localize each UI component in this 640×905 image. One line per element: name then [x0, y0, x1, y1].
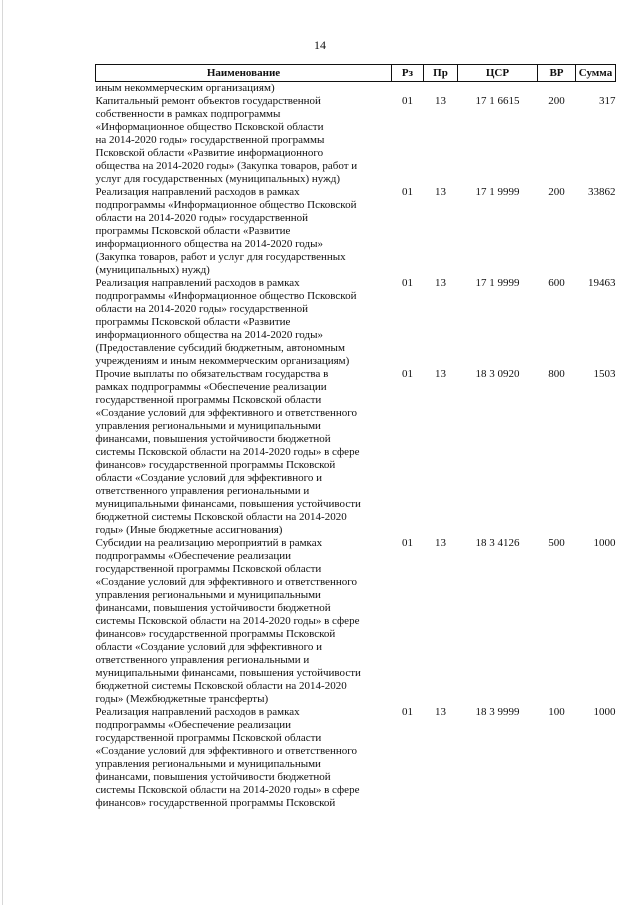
table-row: [96, 95, 616, 186]
row-pr: 13: [435, 95, 446, 107]
row-vr: 800: [548, 368, 565, 380]
header-vr: ВР: [538, 65, 576, 82]
row-csr: 18 3 0920: [475, 368, 520, 380]
row-pr: [424, 82, 458, 96]
row-csr: 17 1 6615: [475, 95, 520, 107]
row-vr: 200: [548, 95, 565, 107]
row-sum: 19463: [588, 277, 616, 289]
row-rz: 01: [402, 277, 413, 289]
row-rz: 01: [402, 706, 413, 718]
row-sum: [576, 82, 616, 96]
row-sum: 1000: [593, 537, 616, 549]
row-rz: 01: [402, 368, 413, 380]
row-rz: 01: [402, 186, 413, 198]
row-name: Реализация направлений расходов в рамках подпрограммы «Обеспечение реализации государственной программы Псковской области «Создание условий для эффективного и ответственного управления региональными и муниципальными финансами, повышения устойчивости бюджетной системы Псковской области на 2014-2020 годы» в сфере финансов» государственной программы Псковской: [95, 706, 360, 809]
row-csr: 18 3 9999: [475, 706, 520, 718]
row-vr: 500: [548, 537, 565, 549]
row-csr: [458, 82, 538, 96]
row-csr: 17 1 9999: [475, 277, 520, 289]
row-pr: 13: [435, 706, 446, 718]
row-name: Капитальный ремонт объектов государственной собственности в рамках подпрограммы «Информационное общество Псковской области на 2014-2020 годы» государственной программы Псковской области «Развитие информационного общества на 2014-2020 годы» (Закупка товаров, работ и услуг для государственных (муниципальных) нужд): [95, 95, 358, 185]
table-row: [96, 706, 616, 810]
table-row: [96, 186, 616, 277]
row-pr: 13: [435, 186, 446, 198]
row-name: Реализация направлений расходов в рамках подпрограммы «Информационное общество Псковской области на 2014-2020 годы» государственной программы Псковской области «Развитие информационного общества на 2014-2020 годы» (Предоставление субсидий бюджетным, автономным учреждениям и иным некоммерческим организациям): [95, 277, 357, 367]
row-rz: [392, 82, 424, 96]
page-number: 14: [314, 38, 326, 52]
row-vr: [538, 82, 576, 96]
row-rz: 01: [402, 537, 413, 549]
row-sum: 1000: [593, 706, 616, 718]
row-vr: 100: [548, 706, 565, 718]
scan-edge: [2, 0, 3, 905]
table-header-row: [96, 65, 616, 82]
row-pr: 13: [435, 537, 446, 549]
table-row: [96, 277, 616, 368]
row-name: Реализация направлений расходов в рамках подпрограммы «Информационное общество Псковской области на 2014-2020 годы» государственной программы Псковской области «Развитие информационного общества на 2014-2020 годы» (Закупка товаров, работ и услуг для государственных (муниципальных) нужд): [95, 186, 357, 276]
table-row: [96, 368, 616, 537]
header-csr: ЦСР: [458, 65, 538, 82]
row-csr: 17 1 9999: [475, 186, 520, 198]
row-pr: 13: [435, 277, 446, 289]
row-sum: 33862: [588, 186, 616, 198]
row-vr: 200: [548, 186, 565, 198]
row-rz: 01: [402, 95, 413, 107]
header-sum: Сумма: [576, 65, 616, 82]
row-name: иным некоммерческим организациям): [95, 82, 275, 94]
header-rz: Рз: [392, 65, 424, 82]
budget-table: [95, 64, 616, 810]
header-pr: Пр: [424, 65, 458, 82]
table-row: [96, 82, 616, 96]
row-vr: 600: [548, 277, 565, 289]
row-csr: 18 3 4126: [475, 537, 520, 549]
row-sum: 1503: [593, 368, 616, 380]
header-name: Наименование: [96, 65, 392, 82]
row-sum: 317: [599, 95, 616, 107]
row-name: Субсидии на реализацию мероприятий в рамках подпрограммы «Обеспечение реализации государственной программы Псковской области «Создание условий для эффективного и ответственного управления региональными и муниципальными финансами, повышения устойчивости бюджетной системы Псковской области на 2014-2020 годы» в сфере финансов» государственной программы Псковской области «Создание условий для эффективного и ответственного управления региональными и муниципальными финансами, повышения устойчивости бюджетной системы Псковской области на 2014-2020 годы» (Межбюджетные трансферты): [95, 537, 361, 705]
table-row: [96, 537, 616, 706]
row-name: Прочие выплаты по обязательствам государства в рамках подпрограммы «Обеспечение реализации государственной программы Псковской области «Создание условий для эффективного и ответственного управления региональными и муниципальными финансами, повышения устойчивости бюджетной системы Псковской области на 2014-2020 годы» в сфере финансов» государственной программы Псковской области «Создание условий для эффективного и ответственного управления региональными и муниципальными финансами, повышения устойчивости бюджетной системы Псковской области на 2014-2020 годы» (Иные бюджетные ассигнования): [95, 368, 361, 536]
row-pr: 13: [435, 368, 446, 380]
